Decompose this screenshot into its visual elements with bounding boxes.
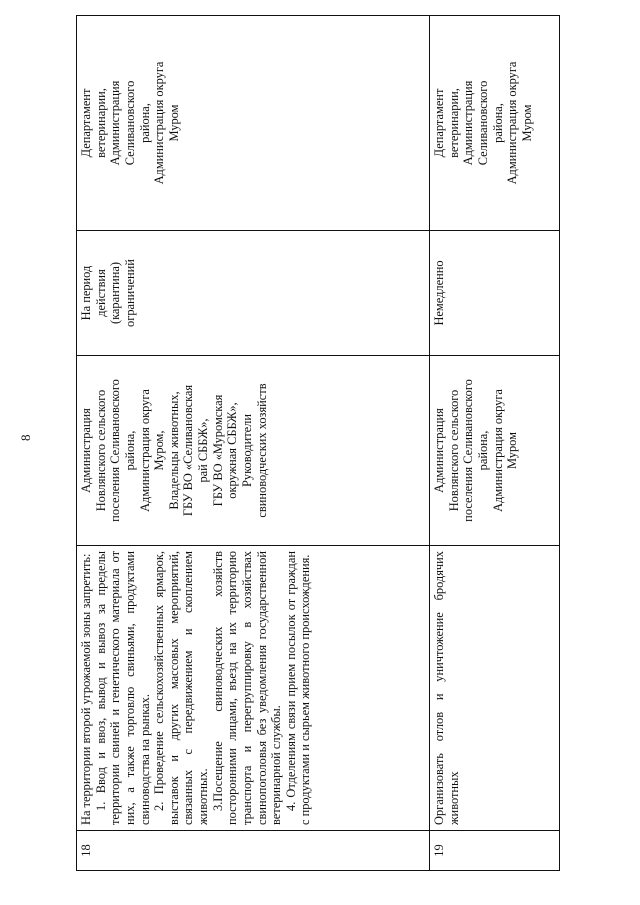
term-cell xyxy=(77,231,430,356)
executor-line: Администрация xyxy=(461,80,476,166)
term-line: Немедленно xyxy=(432,260,446,326)
executor-line: ветеринарии, xyxy=(446,88,461,158)
executor-line: Муром xyxy=(166,104,181,142)
executor-line: Муром xyxy=(519,104,534,142)
responsible-line: ГБУ ВО «Селивановская xyxy=(181,384,196,517)
responsible-line: рай СББЖ», xyxy=(196,418,210,483)
responsible-line: Новлянского сельского xyxy=(446,389,461,512)
page-number: 8 xyxy=(18,434,33,441)
responsible-line: Новлянского сельского xyxy=(93,389,108,512)
responsible-line: района, xyxy=(122,430,137,471)
executor-line: Департамент xyxy=(432,88,446,158)
term-line: действия xyxy=(93,269,108,317)
executor-line: Селивановского xyxy=(475,80,490,166)
measures-table xyxy=(76,15,560,871)
responsible-line: ГБУ ВО «Муромская xyxy=(210,394,225,507)
executor-line: Администрация xyxy=(108,80,123,166)
responsible-line: Администрация xyxy=(432,408,446,493)
executor-line: Департамент xyxy=(79,88,93,158)
row-number: 19 xyxy=(430,831,560,871)
responsible-line: Администрация округа xyxy=(137,389,152,512)
responsible-line: района, xyxy=(475,430,490,471)
measure-intro: Организовать отлов и уничтожение бродячих животных xyxy=(432,551,461,825)
rotated-table-container xyxy=(76,16,559,871)
table-row xyxy=(77,16,430,871)
responsible-line: Владельцы животных, xyxy=(166,391,181,510)
responsible-cell xyxy=(77,356,430,546)
measure-item: 4. Отделениям связи прием посылок от граждан с продуктами и сырьем животного происхождения. xyxy=(283,551,313,825)
term-line: ограничений xyxy=(122,259,137,327)
term-line: На период xyxy=(79,265,93,321)
responsible-line: поселения Селивановского xyxy=(461,379,476,522)
responsible-line: Муром xyxy=(505,432,520,469)
responsible-line: Администрация xyxy=(79,408,93,493)
responsible-line: Администрация округа xyxy=(490,389,505,512)
measure-item: 2. Проведение сельскохозяйственных ярмарок, выставок и других массовых мероприятий, связанных с передвижением и скоплением животных. xyxy=(152,551,210,825)
responsible-line: поселения Селивановского xyxy=(108,379,123,522)
executor-line: Селивановского xyxy=(122,80,137,166)
measure-cell xyxy=(430,546,560,831)
responsible-line: окружная СББЖ», xyxy=(225,402,240,499)
term-cell xyxy=(430,231,560,356)
row-number: 18 xyxy=(77,831,430,871)
measure-cell xyxy=(77,546,430,831)
responsible-line: Руководители xyxy=(239,414,254,487)
responsible-line: Муром, xyxy=(152,430,167,471)
executors-cell xyxy=(430,16,560,231)
executor-line: района, xyxy=(137,103,152,143)
executor-line: района, xyxy=(490,103,505,143)
responsible-line: свиноводческих хозяйств xyxy=(254,383,269,518)
measure-intro: На территории второй угрожаемой зоны запретить: xyxy=(79,553,93,825)
executors-cell xyxy=(77,16,430,231)
responsible-cell xyxy=(430,356,560,546)
executor-line: Администрация округа xyxy=(152,61,167,185)
executor-line: ветеринарии, xyxy=(93,88,108,158)
measure-item: 1. Ввод и ввоз, вывод и вывоз за пределы территории свиней и генетического материала от них, а также торговлю свиньями, продуктами свиноводства на рынках. xyxy=(93,551,152,825)
term-line: (карантина) xyxy=(108,261,123,325)
executor-line: Администрация округа xyxy=(505,61,520,185)
measure-item: 3.Посещение свиноводческих хозяйств посторонними лицами, въезд на их территорию транспорта и перегруппировку в хозяйствах свинопоголовья без уведомления государственной ветеринарной службы. xyxy=(210,551,284,825)
table-row xyxy=(430,16,560,871)
